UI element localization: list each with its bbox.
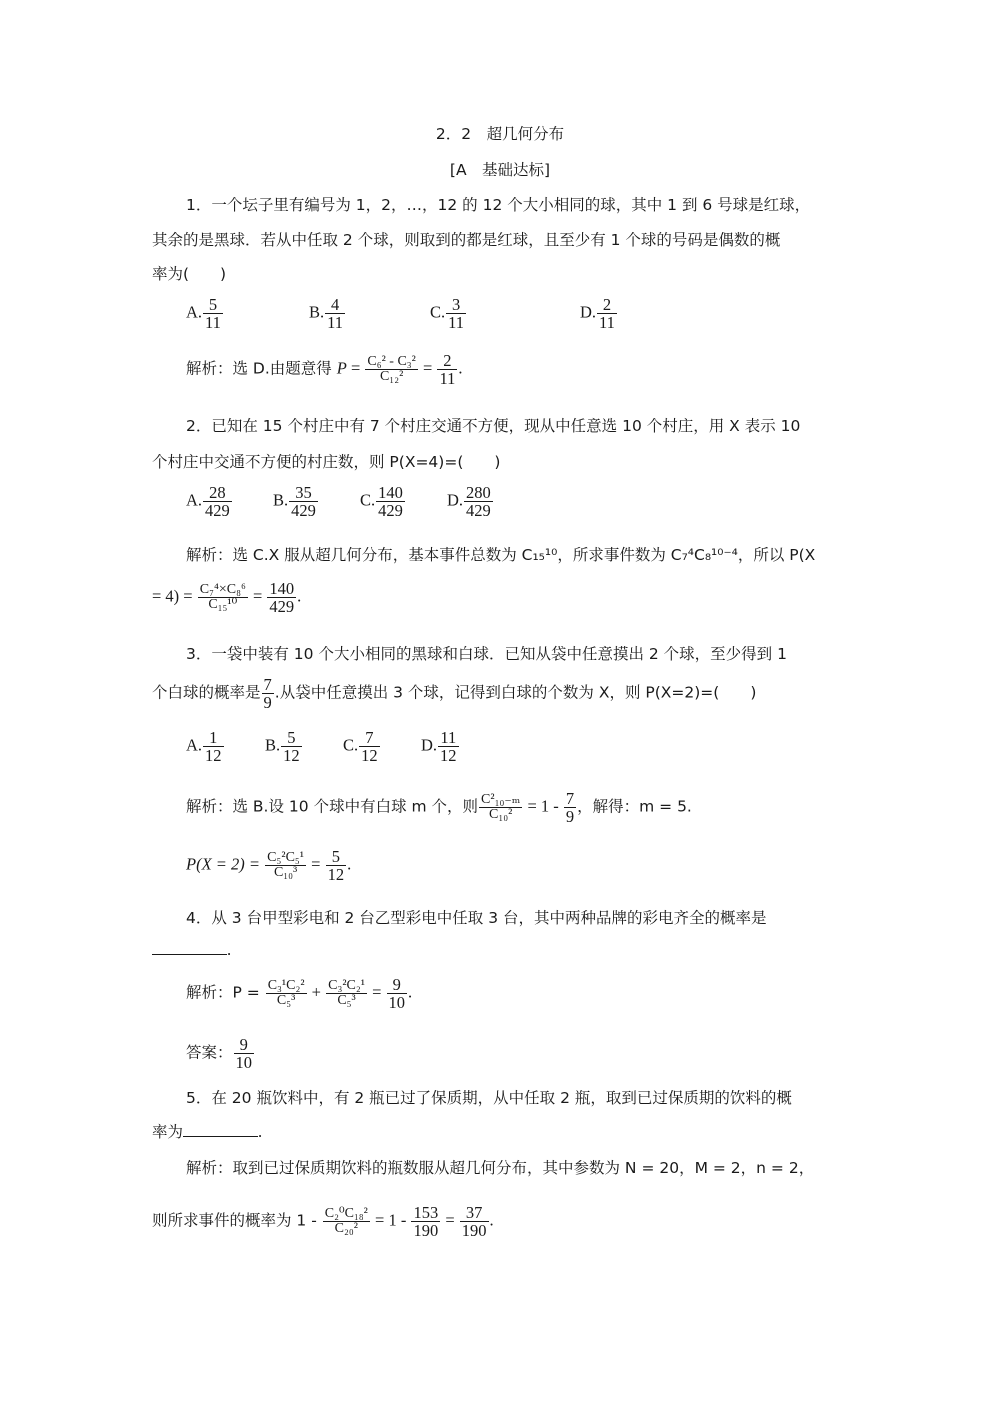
- option-den: 11: [327, 313, 344, 333]
- text: ，解得：m = 5.: [577, 797, 692, 816]
- q4-line2: [152, 940, 231, 960]
- option-label: B.: [309, 302, 325, 322]
- option-num: 140: [378, 483, 403, 502]
- option-label: A.: [186, 302, 203, 322]
- q2-line2: 个村庄中交通不方便的村庄数，则 P(X=4)=( ): [152, 453, 501, 471]
- q2-line1: 2．已知在 15 个村庄中有 7 个村庄交通不方便，现从中任意选 10 个村庄，用 X 表示 10: [186, 417, 801, 435]
- frac-den: C₁₀³: [273, 865, 298, 881]
- text: 则所求事件的概率为 1 -: [152, 1211, 322, 1230]
- option-label: C.: [430, 302, 446, 322]
- answer-blank: [152, 940, 227, 955]
- option-label: B.: [273, 490, 289, 510]
- frac-den: 429: [269, 597, 295, 617]
- q4-line1: 4．从 3 台甲型彩电和 2 台乙型彩电中任取 3 台，其中两种品牌的彩电齐全的概率是: [186, 909, 767, 927]
- q1-option-a: [186, 296, 224, 332]
- eq-prefix: P(X = 2) =: [186, 854, 265, 874]
- option-num: 7: [359, 729, 380, 747]
- option-den: 12: [361, 746, 378, 766]
- frac-num: C₅²C₅¹: [267, 849, 305, 865]
- option-num: 1: [203, 729, 224, 747]
- text: .从袋中任意摸出 3 个球，记得到白球的个数为 X，则 P(X=2)=( ): [274, 683, 757, 702]
- frac-den: C₁₂²: [379, 369, 404, 385]
- frac-den: 10: [235, 1053, 253, 1073]
- q5-solution-line2: 则所求事件的概率为 1 - $\frac{\text{C₂⁰C₁₈²}}{\text{C₂₀²}}$ = 1 - $\frac{153}{190}$ = $\frac{37}{190}$ .: [152, 1203, 494, 1241]
- frac-den: 12: [327, 865, 345, 885]
- q5-line1: 5．在 20 瓶饮料中，有 2 瓶已过了保质期，从中任取 2 瓶，取到已过保质期的饮料的概: [186, 1089, 792, 1107]
- option-num: 5: [281, 729, 302, 747]
- frac-num: 7: [565, 789, 575, 808]
- q3-option-d: [421, 729, 460, 765]
- text: 解析：P =: [186, 983, 265, 1002]
- frac-den: 190: [413, 1221, 439, 1241]
- answer-blank: [183, 1122, 258, 1137]
- frac-den: 11: [439, 369, 456, 389]
- option-num: 11: [438, 729, 459, 747]
- q2-option-b: [273, 484, 319, 520]
- option-den: 429: [466, 501, 491, 521]
- q3-solution-line2: P(X = 2) = $\frac{\text{C₅²C₅¹}}{\text{C₁₀³}}$ = $\frac{5}{12}$ .: [186, 847, 352, 885]
- frac-num: 2: [437, 352, 457, 370]
- frac-num: C₇⁴×C₈⁶: [199, 581, 246, 597]
- text: 解析：选 B.设 10 个球中有白球 m 个，则: [186, 797, 479, 816]
- option-den: 12: [205, 746, 222, 766]
- q2-solution-line1: 解析：选 C.X 服从超几何分布，基本事件总数为 C₁₅¹⁰，所求事件数为 C₇⁴C₈¹⁰⁻⁴，所以 P(X: [186, 546, 816, 564]
- option-den: 11: [205, 313, 221, 333]
- option-den: 429: [291, 501, 316, 521]
- eq-prefix: = 4) =: [152, 586, 197, 606]
- option-den: 429: [205, 501, 230, 521]
- q3-option-a: [186, 729, 225, 765]
- frac-den: C₁₀²: [489, 807, 513, 823]
- option-den: 12: [283, 746, 300, 766]
- q4-solution: 解析：P = $\frac{\text{C₃¹C₂²}}{\text{C₅³}}$ + $\frac{\text{C₃²C₂¹}}{\text{C₅³}}$ = $\frac{9}{10}$ .: [186, 975, 413, 1013]
- q1-option-c: [430, 296, 467, 332]
- option-den: 429: [378, 501, 403, 521]
- option-num: 28: [203, 484, 232, 502]
- frac-den: 190: [461, 1221, 487, 1241]
- q1-option-b: [309, 296, 346, 332]
- frac-den: C₅³: [276, 993, 296, 1009]
- q3-line1: 3．一袋中装有 10 个大小相同的黑球和白球．已知从袋中任意摸出 2 个球，至少得到 1: [186, 645, 787, 663]
- frac-num: 9: [387, 976, 408, 994]
- frac-den: C₅³: [337, 993, 356, 1009]
- frac-num: C₃²C₂¹: [328, 977, 365, 993]
- q1-line2: 其余的是黑球．若从中任取 2 个球，则取到的都是红球，且至少有 1 个球的号码是偶数的概: [152, 231, 781, 249]
- q1-option-d: [580, 296, 618, 332]
- text: .: [227, 940, 232, 959]
- subsection-title: [A 基础达标]: [449, 161, 551, 179]
- q3-option-c: [343, 729, 381, 765]
- frac-num: 140: [269, 579, 295, 598]
- text: +: [307, 982, 326, 1002]
- text: = 1 -: [370, 1210, 411, 1230]
- option-num: 2: [597, 296, 617, 314]
- q2-option-c: [360, 484, 406, 520]
- option-num: 280: [466, 483, 491, 502]
- q5-line2: [152, 1120, 262, 1142]
- answer-label: 答案：: [186, 1043, 233, 1062]
- option-den: 11: [448, 313, 465, 333]
- option-label: B.: [265, 735, 281, 755]
- frac-num: 37: [460, 1204, 489, 1222]
- option-label: A.: [186, 735, 203, 755]
- text: = 1 -: [523, 796, 563, 816]
- option-label: C.: [360, 490, 376, 510]
- q2-option-d: [447, 484, 494, 520]
- frac-num: C₆² - C₃²: [367, 353, 416, 369]
- text: 个白球的概率是: [152, 683, 261, 702]
- option-num: 3: [446, 296, 466, 314]
- q1-solution: 解析：选 D.由题意得 P = $\frac{\text{C₆² - C₃²}}{\text{C₁₂²}}$ = $\frac{2}{11}$ .: [186, 351, 463, 389]
- frac-num: 5: [326, 848, 347, 866]
- frac-den: 9: [565, 807, 575, 827]
- frac-den: C₂₀²: [334, 1221, 358, 1237]
- option-label: D.: [421, 735, 438, 755]
- frac-den: 9: [263, 693, 272, 713]
- option-num: 35: [289, 484, 318, 502]
- frac-num: 153: [413, 1203, 439, 1222]
- q3-option-b: [265, 729, 303, 765]
- var-p: P: [336, 358, 347, 378]
- option-label: D.: [447, 490, 464, 510]
- option-label: C.: [343, 735, 359, 755]
- frac-num: C²₁₀₋ₘ: [481, 791, 521, 807]
- option-num: 4: [325, 296, 345, 314]
- q4-answer: [186, 1036, 255, 1072]
- option-den: 11: [599, 313, 615, 333]
- frac-num: 9: [234, 1036, 255, 1054]
- frac-num: 7: [263, 675, 272, 694]
- solution-prefix: 解析：选 D.由题意得: [186, 359, 337, 378]
- q3-line2: [152, 676, 756, 712]
- q1-line3: 率为( ): [152, 265, 227, 283]
- frac-den: 10: [388, 993, 406, 1013]
- q1-line1: 1．一个坛子里有编号为 1，2，…，12 的 12 个大小相同的球，其中 1 到 6 号球是红球，: [186, 196, 811, 214]
- text: 率为: [152, 1123, 184, 1141]
- q2-option-a: [186, 484, 233, 520]
- q5-solution-line1: 解析：取到已过保质期饮料的瓶数服从超几何分布，其中参数为 N = 20，M = 2，n = 2，: [186, 1159, 815, 1177]
- text: .: [258, 1122, 263, 1141]
- option-num: 5: [203, 296, 223, 314]
- option-label: A.: [186, 490, 203, 510]
- section-title: 2．2 超几何分布: [435, 125, 565, 143]
- frac-den: C₁₅¹⁰: [208, 597, 238, 613]
- frac-num: C₂⁰C₁₈²: [324, 1205, 368, 1221]
- frac-num: C₃¹C₂²: [267, 977, 305, 993]
- option-den: 12: [440, 746, 457, 766]
- q2-solution-line2: = 4) = $\frac{\text{C₇⁴×C₈⁶}}{\text{C₁₅¹⁰}}$ = $\frac{140}{429}$ .: [152, 579, 302, 617]
- option-label: D.: [580, 302, 597, 322]
- q3-solution-line1: [186, 790, 692, 826]
